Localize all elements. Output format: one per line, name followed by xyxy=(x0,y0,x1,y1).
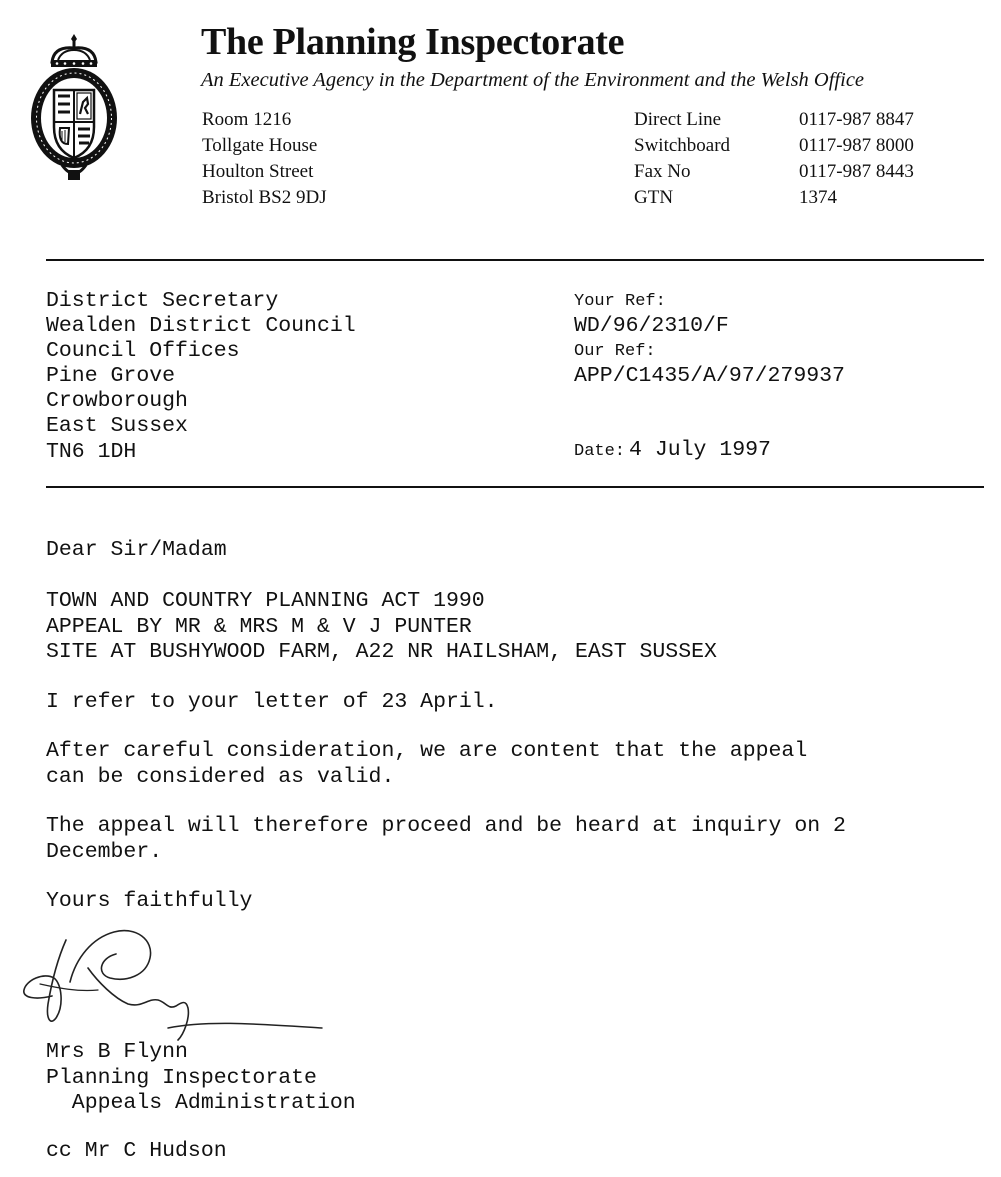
date-value: 4 July 1997 xyxy=(629,438,771,462)
signature-icon xyxy=(18,918,338,1048)
address-line: Room 1216 xyxy=(202,109,292,130)
recipient-line: TN6 1DH xyxy=(46,439,137,464)
signatory-line: Appeals Administration xyxy=(46,1091,356,1115)
contact-row xyxy=(634,185,954,211)
subject-line: TOWN AND COUNTRY PLANNING ACT 1990 xyxy=(46,589,485,613)
subject-line: SITE AT BUSHYWOOD FARM, A22 NR HAILSHAM, EAST SUSSEX xyxy=(46,640,717,664)
contact-value: 0117-987 8443 xyxy=(799,161,914,182)
sender-address xyxy=(202,107,327,211)
your-ref-label: Your Ref: xyxy=(574,292,666,311)
paragraph-2 xyxy=(46,739,807,790)
signatory-name: Mrs B Flynn xyxy=(46,1040,188,1064)
our-ref-value: APP/C1435/A/97/279937 xyxy=(574,364,845,388)
date-label: Date: xyxy=(574,442,626,461)
contact-row xyxy=(634,133,954,159)
contact-numbers xyxy=(634,107,954,211)
address-line: Houlton Street xyxy=(202,161,314,182)
recipient-divider xyxy=(46,486,984,488)
salutation: Dear Sir/Madam xyxy=(46,538,227,562)
your-ref-value: WD/96/2310/F xyxy=(574,314,729,338)
recipient-line: Crowborough xyxy=(46,389,188,414)
contact-value: 0117-987 8000 xyxy=(799,135,914,156)
address-line: Bristol BS2 9DJ xyxy=(202,187,327,208)
cc-line: cc Mr C Hudson xyxy=(46,1139,227,1163)
recipient-line: Wealden District Council xyxy=(46,314,356,339)
contact-label: Switchboard xyxy=(634,135,731,156)
paragraph-line: The appeal will therefore proceed and be heard at inquiry on 2 xyxy=(46,814,846,838)
paragraph-line: After careful consideration, we are content that the appeal xyxy=(46,739,808,763)
address-line: Tollgate House xyxy=(202,135,318,156)
subject-line: APPEAL BY MR & MRS M & V J PUNTER xyxy=(46,614,472,639)
recipient-line: District Secretary xyxy=(46,289,279,313)
signatory-line: Planning Inspectorate xyxy=(46,1065,317,1090)
paragraph-line: December. xyxy=(46,839,163,864)
royal-crest-icon xyxy=(24,32,124,184)
recipient-address xyxy=(46,289,356,465)
recipient-line: Pine Grove xyxy=(46,364,176,389)
recipient-line: Council Offices xyxy=(46,339,240,364)
our-ref-label: Our Ref: xyxy=(574,342,656,361)
paragraph-line: can be considered as valid. xyxy=(46,764,395,789)
header-divider xyxy=(46,259,984,261)
contact-row xyxy=(634,159,954,185)
contact-label: GTN xyxy=(634,187,674,208)
subject-block xyxy=(46,589,717,666)
contact-label: Direct Line xyxy=(634,109,722,130)
contact-value: 1374 xyxy=(799,187,837,208)
contact-value: 0117-987 8847 xyxy=(799,109,914,130)
contact-row xyxy=(634,107,954,133)
paragraph-3 xyxy=(46,814,846,865)
closing: Yours faithfully xyxy=(46,889,253,913)
recipient-line: East Sussex xyxy=(46,414,188,439)
paragraph-1: I refer to your letter of 23 April. xyxy=(46,690,498,714)
letter-date xyxy=(574,438,771,462)
reference-block xyxy=(574,289,845,389)
contact-label: Fax No xyxy=(634,161,691,182)
organisation-subtitle: An Executive Agency in the Department of the Environment and the Welsh Office xyxy=(201,69,865,91)
organisation-title: The Planning Inspectorate xyxy=(201,21,625,63)
signatory-block xyxy=(46,1040,356,1117)
